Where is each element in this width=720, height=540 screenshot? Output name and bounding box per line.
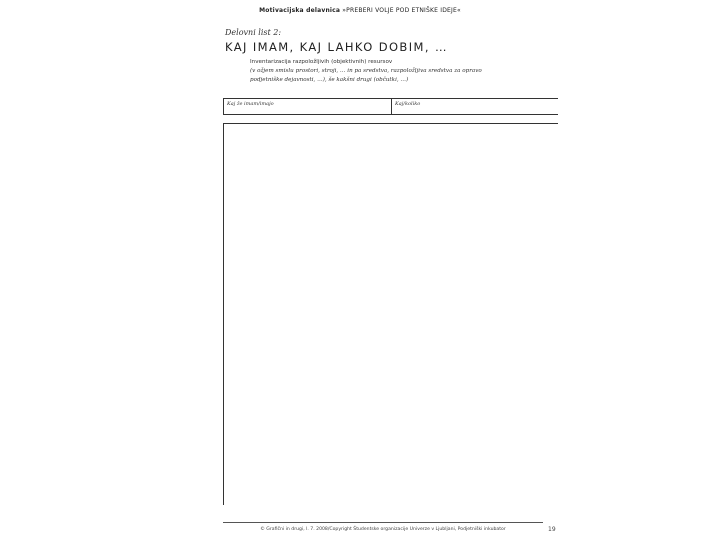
column-header-amount: Kaj/koliko — [395, 101, 421, 107]
worksheet-title: KAJ IMAM, KAJ LAHKO DOBIM, … — [225, 40, 448, 54]
instruction-line-3: podjetniške dejavnosti, …), še kakšni drugi (občutki, …) — [250, 77, 409, 83]
worksheet-instructions — [250, 58, 550, 85]
table-writing-area — [223, 123, 558, 505]
instruction-line-2: (v ožjem smislu prostori, stroji, … in pa sredstva, razpoložljiva sredstva za opravo — [250, 68, 482, 74]
column-header-have: Kaj že imam/imajo — [227, 101, 274, 107]
footer-divider — [223, 522, 543, 523]
worksheet-label: Delovni list 2: — [225, 28, 282, 37]
instruction-line-1: Inventarizacija razpoložljivih (objektivnih) resursov — [250, 59, 393, 65]
page-header — [0, 7, 720, 14]
header-brand: Motivacijska delavnica — [259, 7, 341, 14]
footer-copyright: © Grafični in drugi, l. 7. 2008/Copyright Študentske organizacije Univerze v Ljubljani, Podjetniški inkubator — [260, 527, 506, 532]
header-subtitle: »PREBERI VOLJE POD ETNIŠKE IDEJE« — [342, 7, 461, 14]
page-number: 19 — [548, 526, 556, 533]
column-divider — [391, 99, 392, 115]
table-header — [223, 98, 558, 115]
